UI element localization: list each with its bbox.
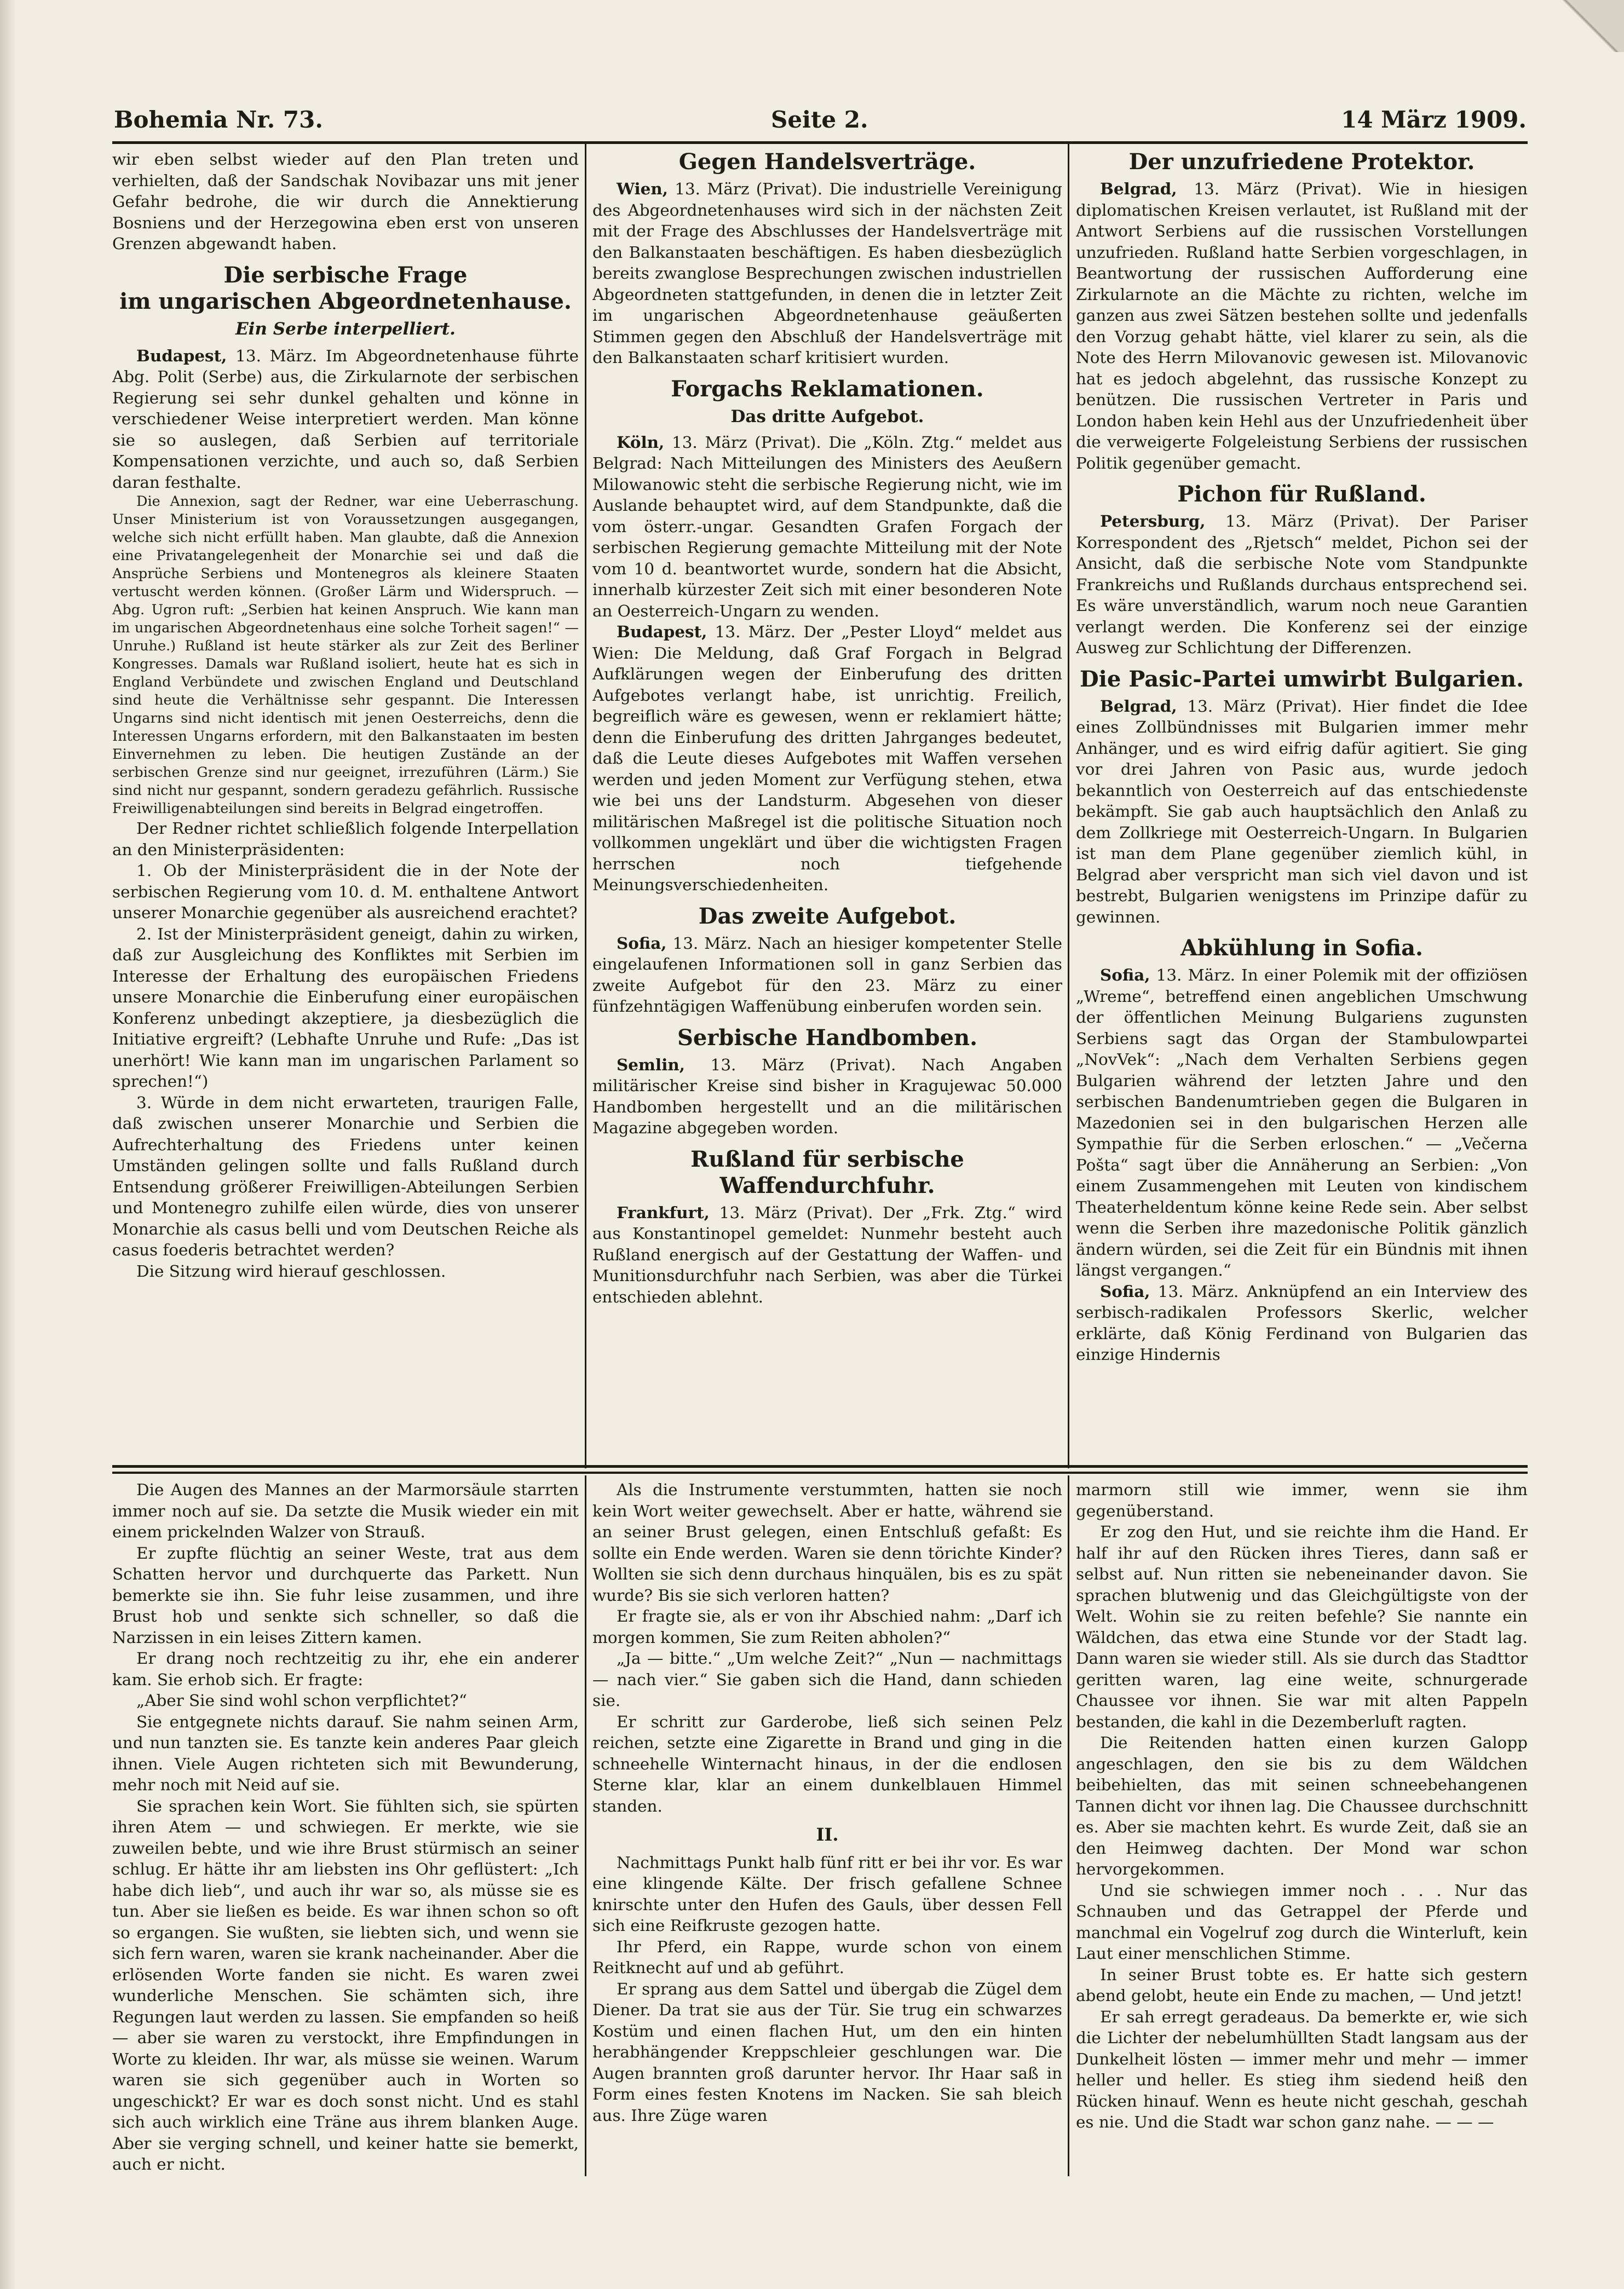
feuilleton-column-rule-2 xyxy=(1068,1475,1069,2176)
story-paragraph: In seiner Brust tobte es. Er hatte sich gestern abend gelobt, heute ein Ende zu machen, — Und jetzt! xyxy=(1076,1965,1528,2005)
article-paragraph: Budapest, 13. März. Im Abgeordnetenhause führte Abg. Polit (Serbe) aus, die Zirkularnote der serbischen Regierung sei sehr dunkel gehalten und könne in verschiedener Weise interpretiert werden. Man könne sie so auslegen, daß Serbien auf territoriale Kompensationen verzichte, und auch so, daß Serbien daran festhalte. xyxy=(112,345,579,492)
article-paragraph: Belgrad, 13. März (Privat). Hier findet die Idee eines Zollbündnisses mit Bulgarien immer mehr Anhänger, und es wird eifrig dafür agitiert. Sie ging vor drei Jahren von Pasic aus, wurde jedoch bekanntlich von Oesterreich auf das entschiedenste bekämpft. Sie gab auch hauptsächlich den Anlaß zu dem Zollkriege mit Oesterreich-Ungarn. In Bulgarien ist man dem Plane gegenüber ziemlich kühl, in Belgrad aber verspricht man sich viel davon und ist bestrebt, Bulgarien wenigstens im Prinzipe dafür zu gewinnen. xyxy=(1076,696,1528,926)
story-paragraph: Die Augen des Mannes an der Marmorsäule starrten immer noch auf sie. Da setzte die Musik wieder ein mit einem prickelnden Walzer von Strauß. xyxy=(112,1480,579,1541)
story-paragraph: Und sie schwiegen immer noch . . . Nur das Schnauben und das Getrappel der Pferde und manchmal ein Vogelruf zog durch die Winterluft, kein Laut einer menschlichen Stimme. xyxy=(1076,1881,1528,1963)
interpellation-point-1: 1. Ob der Ministerpräsident die in der Note der serbischen Regierung vom 10. d. M. enthaltene Antwort unserer Monarchie gegenüber als ausreichend erachtet? xyxy=(112,861,579,922)
headline-handelsvertraege: Gegen Handelsverträge. xyxy=(678,149,976,175)
paper-issue: Bohemia Nr. 73. xyxy=(114,106,323,133)
story-paragraph: Er schritt zur Garderobe, ließ sich seinen Pelz reichen, setzte eine Zigarette in Brand und ging in die schneehelle Winternacht hinaus, in der die endlosen Sterne klar, klar an einem dunkelblauen Himmel standen. xyxy=(592,1712,1062,1815)
story-paragraph: „Ja — bitte.“ „Um welche Zeit?“ „Nun — nachmittags — nach vier.“ Sie gaben sich die Hand, dann schieden sie. xyxy=(592,1649,1062,1710)
story-paragraph: Ihr Pferd, ein Rappe, wurde schon von einem Reitknecht auf und ab geführt. xyxy=(592,1937,1062,1977)
folded-corner xyxy=(1558,0,1624,52)
headline-waffendurchfuhr: Rußland für serbische Waffendurchfuhr. xyxy=(690,1146,964,1198)
chapter-number: II. xyxy=(816,1824,839,1845)
page-number: Seite 2. xyxy=(771,106,868,133)
article-paragraph: Petersburg, 13. März (Privat). Der Pariser Korrespondent des „Rjetsch“ meldet, Pichon sei der Ansicht, daß die serbische Note vom Standpunkte Frankreichs und Rußlands durchaus entsprechend sei. Es wäre unverständlich, warum noch neue Garantien verlangt werden. Die Konferenz sei der einzige Ausweg zur Schlichtung der Differenzen. xyxy=(1076,511,1528,657)
feuilleton-column-c xyxy=(1076,1479,1528,2175)
dateline: Wien, xyxy=(617,179,668,198)
column-c xyxy=(1076,149,1528,1463)
header-rule xyxy=(112,141,1528,144)
article-paragraph: Die Sitzung wird hierauf geschlossen. xyxy=(136,1261,446,1281)
subheadline-dritte-aufgebot: Das dritte Aufgebot. xyxy=(730,406,924,426)
story-paragraph: Die Reitenden hatten einen kurzen Galopp angeschlagen, den sie bis zu dem Wäldchen beibehielten, das mit seinen schneebehangenen Tannen dicht vor ihnen lag. Die Chaussee durchschnitt es. Aber sie machten kehrt. Es wurde Zeit, daß sie an den Heimweg dachten. Der Mond war schon hervorgekommen. xyxy=(1076,1733,1528,1878)
headline-zweite-aufgebot: Das zweite Aufgebot. xyxy=(698,903,957,929)
dateline: Sofia, xyxy=(617,933,667,953)
story-paragraph: Er drang noch rechtzeitig zu ihr, ehe ein anderer kam. Sie erhob sich. Er fragte: xyxy=(112,1649,579,1689)
article-paragraph: Semlin, 13. März (Privat). Nach Angaben militärischer Kreise sind bisher in Kragujewac 50.000 Handbomben hergestellt und an die militärischen Magazine abgegeben worden. xyxy=(592,1054,1062,1137)
article-paragraph: Budapest, 13. März. Der „Pester Lloyd“ meldet aus Wien: Die Meldung, daß Graf Forgach in Belgrad Aufklärungen wegen der Einberufung des dritten Aufgebotes verlangt habe, ist unrichtig. Freilich, begreiflich wäre es gewesen, wenn er reklamiert hätte; denn die Einberufung des dritten Jahrganges bedeutet, daß die Leute dieses Aufgebotes mit Waffen versehen werden und jeden Moment zur Verfügung stehen, etwa wie bei uns der Landsturm. Abgesehen von dieser militärischen Maßregel ist die politische Situation noch vollkommen ungeklärt und über die wichtigsten Fragen herrschen noch tiefgehende Meinungsverschiedenheiten. xyxy=(592,622,1062,894)
feuilleton-rule-bottom xyxy=(112,1472,1528,1474)
story-paragraph: Sie entgegnete nichts darauf. Sie nahm seinen Arm, und nun tanzten sie. Es tanzte kein anderes Paar gleich ihnen. Viele Augen richteten sich mit Bewunderung, mehr noch mit Neid auf sie. xyxy=(112,1712,579,1794)
headline-abkuehlung-sofia: Abkühlung in Sofia. xyxy=(1180,935,1423,961)
story-paragraph: Er sprang aus dem Sattel und übergab die Zügel dem Diener. Da trat sie aus der Tür. Sie trug ein schwarzes Kostüm und einen flachen Hut, um den ein hinten herabhängender Kreppschleier geschlungen war. Die Augen brannten groß darunter hervor. Ihr Haar saß in Form eines festen Knotens im Nacken. Sie sah bleich aus. Ihre Züge waren xyxy=(592,1979,1062,2125)
story-paragraph: Er sah erregt geradeaus. Da bemerkte er, wie sich die Lichter der nebelumhüllten Stadt langsam aus der Dunkelheit lösten — immer mehr und mehr — immer heller und heller. Es stieg ihm siedend heiß den Rücken hinauf. Wenn es heute nicht geschah, geschah es nie. Und die Stadt war schon ganz nahe. — — — xyxy=(1076,2007,1528,2131)
issue-date: 14 März 1909. xyxy=(1341,106,1527,133)
story-paragraph: Als die Instrumente verstummten, hatten sie noch kein Wort weiter gewechselt. Aber er hatte, während sie an seiner Brust gelegen, einen Entschluß gefaßt: Es sollte ein Ende werden. Waren sie denn törichte Kinder? Wollten sie sich denn durchaus hinquälen, bis es zu spät wurde? Bis sie sich verloren hatten? xyxy=(592,1480,1062,1605)
feuilleton-column-rule-1 xyxy=(585,1475,586,2176)
column-b xyxy=(592,149,1062,1463)
story-paragraph: Er zog den Hut, und sie reichte ihm die Hand. Er half ihr auf den Rücken ihres Tieres, dann saß er selbst auf. Nun ritten sie nebeneinander davon. Sie sprachen blutwenig und das Gleichgültigste von der Welt. Wohin sie zu reiten befehle? Sie nannte ein Wäldchen, das etwa eine Stunde vor der Stadt lag. Dann waren sie wieder still. Als sie durch das Stadttor geritten waren, lag eine weite, schnurgerade Chaussee vor ihnen. Sie war mit alten Pappeln bestanden, die kahl in die Dezemberluft ragten. xyxy=(1076,1523,1528,1731)
dateline: Sofia, xyxy=(1100,965,1150,984)
feuilleton-column-b xyxy=(592,1479,1062,2175)
headline-protektor: Der unzufriedene Protektor. xyxy=(1128,149,1475,175)
dateline: Belgrad, xyxy=(1100,179,1177,198)
article-paragraph: Sofia, 13. März. Nach an hiesiger kompetenter Stelle eingelaufenen Informationen soll in ganz Serbien das zweite Aufgebot für den 23. März zu einer fünfzehntägigen Waffenübung einberufen worden sein. xyxy=(592,933,1062,1016)
dateline: Semlin, xyxy=(617,1054,685,1074)
feuilleton-rule-top xyxy=(112,1465,1528,1468)
story-paragraph: Nachmittags Punkt halb fünf ritt er bei ihr vor. Es war eine klingende Kälte. Der frisch gefallene Schnee knirschte unter den Hufen des Gauls, über dessen Fell sich eine Reifkruste gezogen hatte. xyxy=(592,1853,1062,1935)
feuilleton-column-a xyxy=(112,1479,579,2175)
column-rule-1 xyxy=(585,143,586,1468)
story-paragraph: „Aber Sie sind wohl schon verpflichtet?“ xyxy=(136,1691,467,1710)
dateline: Frankfurt, xyxy=(617,1202,710,1222)
page-header xyxy=(114,99,1527,142)
page-edge-shadow xyxy=(0,0,16,2289)
article-paragraph: Belgrad, 13. März (Privat). Wie in hiesigen diplomatischen Kreisen verlautet, ist Rußland mit der Antwort Serbiens auf die russischen Vorstellungen unzufrieden. Rußland hatte Serbien vorgeschlagen, in Beantwortung der russischen Aufforderung eine Zirkularnote an die Mächte zu richten, welche im ganzen aus zwei Sätzen bestehen sollte und jedenfalls den Vorzug gehabt hätte, viel klarer zu sein, als die Note des Herrn Milovanovic gewesen ist. Milovanovic hat es jedoch abgelehnt, das russische Konzept zu benützen. Die russischen Vertreter in Paris und London haben kein Hehl aus der Unzufriedenheit über die verweigerte Folgeleistung Serbiens der russischen Politik gegenüber gemacht. xyxy=(1076,179,1528,472)
article-paragraph: Frankfurt, 13. März (Privat). Der „Frk. Ztg.“ wird aus Konstantinopel gemeldet: Nunmehr besteht auch Rußland energisch auf der Gestattung der Waffen- und Munitionsdurchfuhr nach Serbien, was aber die Türkei entschieden ablehnt. xyxy=(592,1202,1062,1306)
headline-forgachs-reklamationen: Forgachs Reklamationen. xyxy=(671,376,984,402)
article-paragraph: Sofia, 13. März. Anknüpfend an ein Interview des serbisch-radikalen Professors Skerlic, welcher erklärte, daß König Ferdinand von Bulgarien das einzige Hindernis xyxy=(1076,1281,1528,1364)
dateline: Belgrad, xyxy=(1100,696,1177,716)
story-paragraph: marmorn still wie immer, wenn sie ihm gegenüberstand. xyxy=(1076,1480,1528,1520)
dateline: Köln, xyxy=(617,432,665,452)
article-paragraph: Der Redner richtet schließlich folgende Interpellation an den Ministerpräsidenten: xyxy=(112,819,579,859)
headline-pasic-partei: Die Pasic-Partei umwirbt Bulgarien. xyxy=(1079,666,1524,692)
story-paragraph: Er zupfte flüchtig an seiner Weste, trat aus dem Schatten hervor und durchquerte das Parkett. Nun bemerkte sie ihn. Sie fuhr leise zusammen, und ihre Brust hob und senkte sich schneller, so daß die Narzissen in ein leises Zittern kamen. xyxy=(112,1543,579,1647)
story-paragraph: Er fragte sie, als er von ihr Abschied nahm: „Darf ich morgen kommen, Sie zum Reiten abholen?“ xyxy=(592,1607,1062,1647)
article-paragraph: Sofia, 13. März. In einer Polemik mit der offiziösen „Wreme“, betreffend einen angeblichen Umschwung der öffentlichen Meinung Bulgariens zugunsten Serbiens sagt das Organ der Stambulowpartei „NovVek“: „Nach dem Verhalten Serbiens gegen Bulgarien während der letzten Jahre und den serbischen Bandenumtrieben gegen die Bulgaren in Mazedonien sei in den bulgarischen Herzen alle Sympathie für die Serben erloschen.“ — „Večerna Pošta“ sagt über die Annäherung an Serbien: „Von einem Zusammengehen mit Leuten von kindischem Theaterheldentum könne keine Rede sein. Aber selbst wenn die Serben ihre mazedonische Politik gänzlich ändern würden, sei die Zeit für ein Bündnis mit ihnen längst vergangen.“ xyxy=(1076,965,1528,1279)
headline-handbomben: Serbische Handbomben. xyxy=(677,1024,978,1051)
dateline: Sofia, xyxy=(1100,1281,1150,1301)
article-paragraph: Wien, 13. März (Privat). Die industrielle Vereinigung des Abgeordnetenhauses wird sich in der nächsten Zeit mit der Frage des Abschlusses der Handelsverträge mit den Balkanstaaten beschäftigen. Es haben diesbezüglich bereits zwanglose Besprechungen zwischen industriellen Abgeordneten stattgefunden, in denen die in letzter Zeit im ungarischen Abgeordnetenhause geäußerten Stimmen gegen den Abschluß der Handelsverträge mit den Balkanstaaten scharf kritisiert wurden. xyxy=(592,179,1062,367)
column-rule-2 xyxy=(1068,143,1069,1468)
article-continuation: wir eben selbst wieder auf den Plan treten und verhielten, daß der Sandschak Novibazar uns mit jener Gefahr bedrohe, die wir durch die Annektierung Bosniens und der Herzegowina eben erst von unseren Grenzen abgewandt haben. xyxy=(112,150,579,253)
column-a xyxy=(112,149,579,1463)
article-paragraph: Köln, 13. März (Privat). Die „Köln. Ztg.“ meldet aus Belgrad: Nach Mitteilungen des Ministers des Aeußern Milowanowic steht die serbische Regierung nicht, wie im Auslande behauptet wird, auf dem Standpunkte, daß die vom österr.-ungar. Gesandten Grafen Forgach der serbischen Regierung gemachte Mitteilung mit der Note vom 10 d. beantwortet wurde, sondern hat die Absicht, innerhalb kürzester Zeit sich mit einer besonderen Note an Oesterreich-Ungarn zu wenden. xyxy=(592,432,1062,620)
dateline: Budapest, xyxy=(136,345,227,365)
story-paragraph: Sie sprachen kein Wort. Sie fühlten sich, sie spürten ihren Atem — und schwiegen. Er merkte, wie sie zuweilen bebte, und wie ihre Brust stürmisch an seiner schlug. Er hätte ihr am liebsten ins Ohr geflüstert: „Ich habe dich lieb“, und auch ihr war so, als müsse sie es tun. Aber sie ließen es beide. Es war ihnen schon so oft so ergangen. Sie wußten, sie liebten sich, und wenn sie sich fern waren, waren sie krank nacheinander. Aber die erlösenden Worte fanden sie nicht. Es waren zwei wunderliche Menschen. Sie schämten sich, ihre Regungen laut werden zu lassen. Sie empfanden so heiß — aber sie waren zu verstockt, ihre Empfindungen in Worte zu kleiden. Ihr war, als müsse sie weinen. Warum waren sie sich gegenüber auch in Worten so ungeschickt? Er war es doch sonst nicht. Und es stahl sich auch wirklich eine Träne aus ihrem blanken Auge. Aber sie verging schnell, und keiner hatte sie bemerkt, auch er nicht. xyxy=(112,1796,579,2173)
interpellation-point-3: 3. Würde in dem nicht erwarteten, traurigen Falle, daß zwischen unserer Monarchie und Serbien die Aufrechterhaltung des Friedens unter keinen Umständen gelingen sollte und falls Rußland durch Entsendung größerer Freiwilligen-Abteilungen Serbien und Montenegro zuhilfe eilen würde, dies von unserer Monarchie als casus belli und vom Deutschen Reiche als casus foederis betrachtet werden? xyxy=(112,1093,579,1259)
headline-serbische-frage: Die serbische Frage im ungarischen Abgeordnetenhause. xyxy=(119,262,572,314)
dateline: Budapest, xyxy=(617,622,707,641)
subheadline-serbe-interpelliert: Ein Serbe interpelliert. xyxy=(235,319,456,339)
interpellation-point-2: 2. Ist der Ministerpräsident geneigt, dahin zu wirken, daß zur Ausgleichung des Konfliktes mit Serbien im Interesse der Erhaltung des europäischen Friedens unsere Monarchie die Einberufung einer europäischen Konferenz unbedingt akzeptiere, ja diesbezüglich die Initiative ergreift? (Lebhafte Unruhe und Rufe: „Das ist unerhört! Wie kann man im ungarischen Parlament so sprechen!“) xyxy=(112,924,579,1091)
dateline: Petersburg, xyxy=(1100,511,1206,531)
article-paragraph: Die Annexion, sagt der Redner, war eine Ueberraschung. Unser Ministerium ist von Voraussetzungen ausgegangen, welche sich nicht erfüllt haben. Man glaubte, daß die Annexion eine Privatangelegenheit der Monarchie sei und daß die Ansprüche Serbiens und Montenegros als kleinere Staaten vertuscht werden können. (Großer Lärm und Widerspruch. — Abg. Ugron ruft: „Serbien hat keinen Anspruch. Wie kann man im ungarischen Abgeordnetenhaus eine solche Torheit sagen!“ — Unruhe.) Rußland ist heute stärker als zur Zeit des Berliner Kongresses. Damals war Rußland isoliert, heute hat es sich in England Verbündete und zwischen England und Deutschland sind heute die Verhältnisse sehr gespannt. Die Interessen Ungarns sind nicht identisch mit jenen Oesterreichs, denn die Interessen Ungarns erfordern, mit den Balkanstaaten im besten Einvernehmen zu leben. Die heutigen Zustände an der serbischen Grenze sind nur geeignet, irrezuführen (Lärm.) Sie sind nicht nur gespannt, sondern geradezu gefährlich. Russische Freiwilligenabteilungen sind bereits in Belgrad eingetroffen. xyxy=(112,493,579,817)
headline-pichon: Pichon für Rußland. xyxy=(1177,481,1426,507)
